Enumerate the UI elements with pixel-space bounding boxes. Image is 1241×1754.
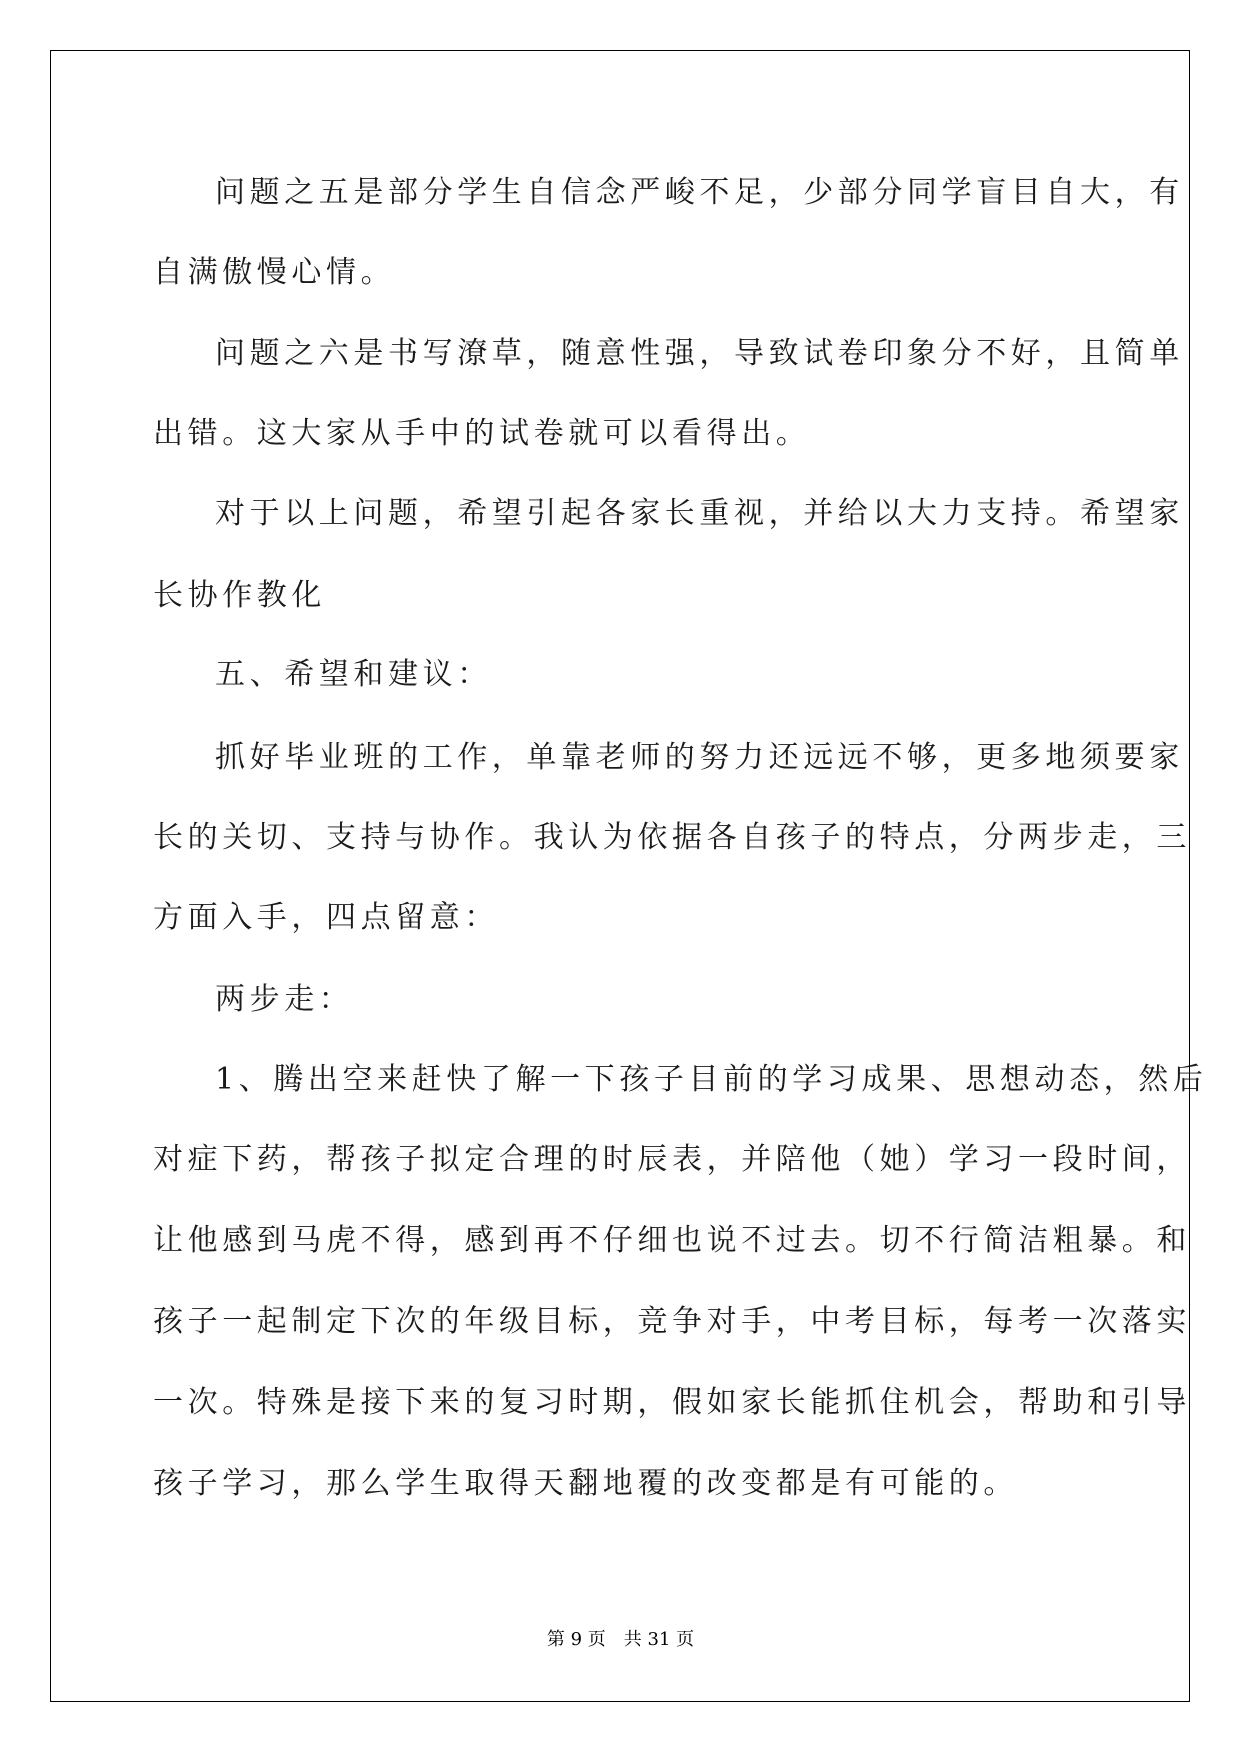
section-heading: 五、希望和建议： [215, 657, 492, 692]
paragraph-line: 两步走： [215, 982, 354, 1017]
paragraph-line: 自满傲慢心情。 [153, 255, 396, 290]
paragraph-line: 出错。这大家从手中的试卷就可以看得出。 [153, 416, 811, 451]
paragraph-line: 问题之六是书写潦草，随意性强，导致试卷印象分不好，且简单 [215, 336, 1184, 371]
paragraph-line: 孩子学习，那么学生取得天翻地覆的改变都是有可能的。 [153, 1466, 1018, 1501]
paragraph-line: 问题之五是部分学生自信念严峻不足，少部分同学盲目自大，有 [215, 175, 1184, 210]
paragraph-line: 长的关切、支持与协作。我认为依据各自孩子的特点，分两步走，三 [153, 820, 1191, 855]
page-border [50, 50, 1190, 1702]
paragraph-line: 抓好毕业班的工作，单靠老师的努力还远远不够，更多地须要家 [215, 740, 1184, 775]
paragraph-line: 方面入手，四点留意： [153, 900, 499, 935]
page-total: 共 31 页 [623, 1629, 695, 1650]
paragraph-line: 孩子一起制定下次的年级目标，竞争对手，中考目标，每考一次落实 [153, 1304, 1191, 1339]
page-number: 第 9 页 [546, 1629, 606, 1650]
paragraph-line: 对于以上问题，希望引起各家长重视，并给以大力支持。希望家 [215, 496, 1184, 531]
paragraph-line: 让他感到马虎不得，感到再不仔细也说不过去。切不行简洁粗暴。和 [153, 1223, 1191, 1258]
paragraph-line: 1、腾出空来赶快了解一下孩子目前的学习成果、思想动态，然后 [215, 1062, 1208, 1097]
paragraph-line: 对症下药，帮孩子拟定合理的时辰表，并陪他（她）学习一段时间， [153, 1142, 1191, 1177]
paragraph-line: 长协作教化 [153, 578, 326, 613]
page-footer [0, 1628, 1241, 1652]
paragraph-line: 一次。特殊是接下来的复习时期，假如家长能抓住机会，帮助和引导 [153, 1385, 1191, 1420]
